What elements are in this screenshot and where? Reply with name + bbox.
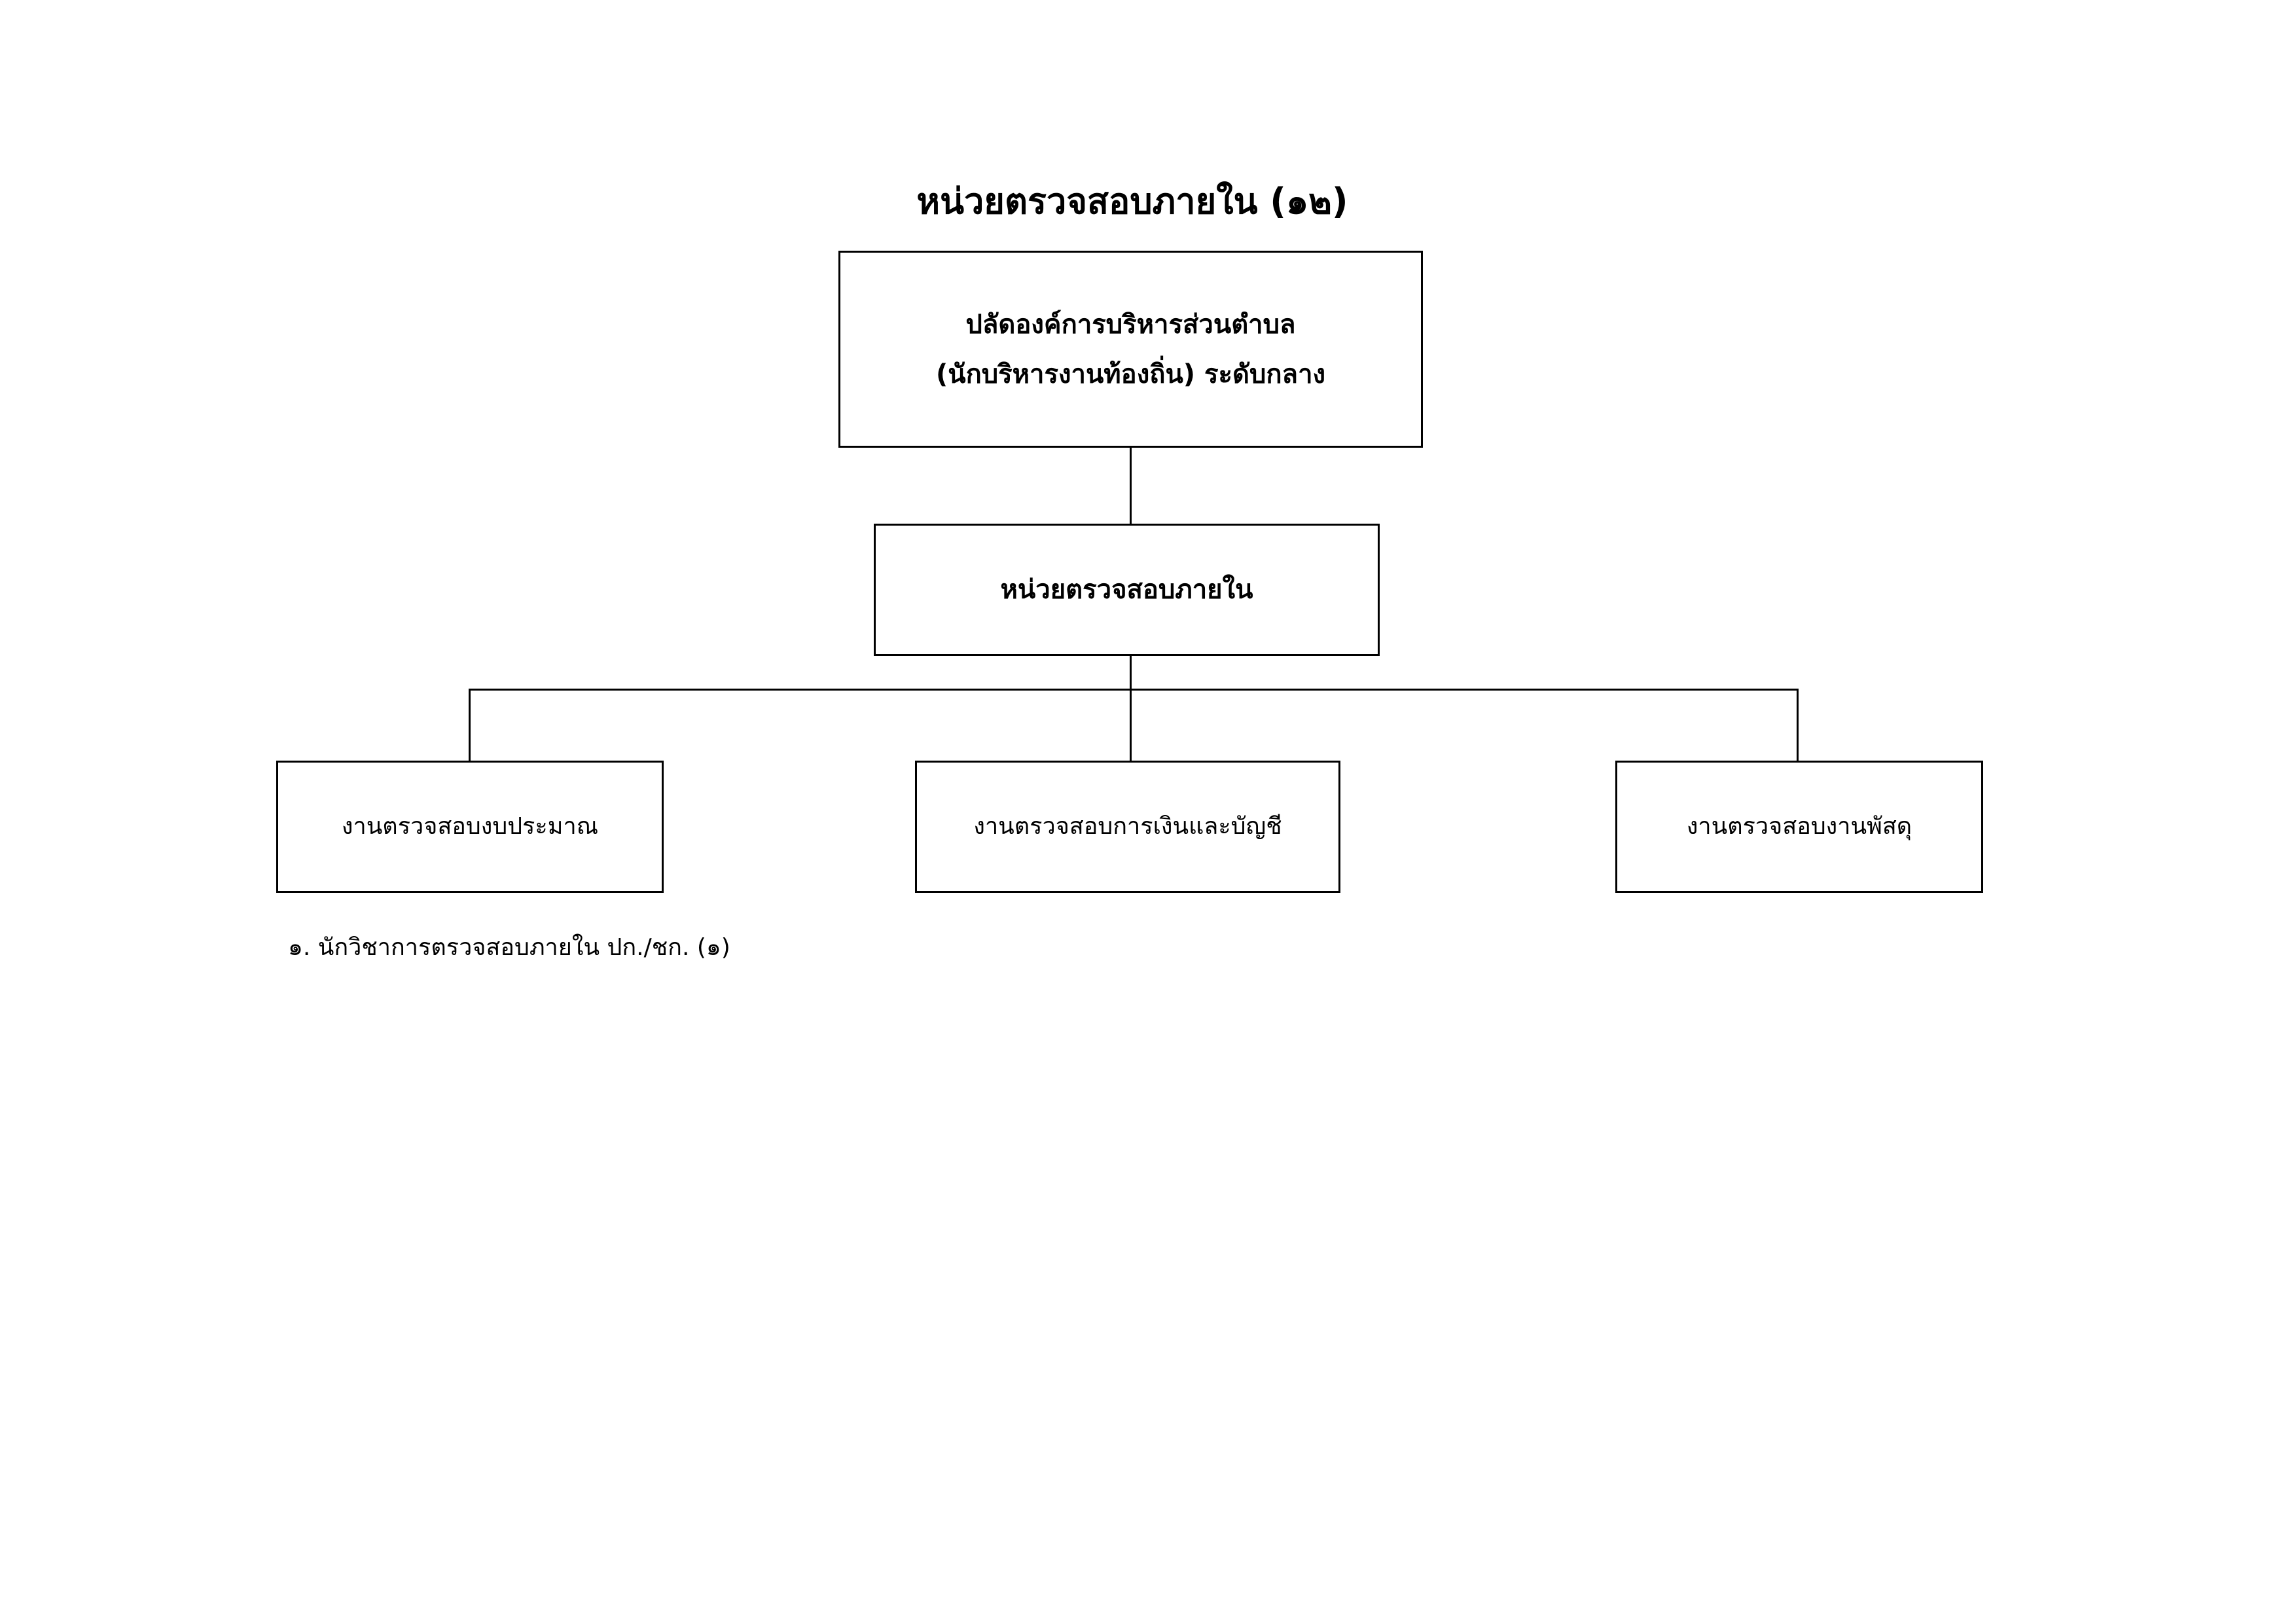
staff-footnote: ๑. นักวิชาการตรวจสอบภายใน ปก./ชก. (๑) — [288, 934, 730, 961]
connector-top-to-middle — [1130, 448, 1132, 524]
finance-accounting-audit-box — [915, 761, 1340, 893]
budget-audit-box — [276, 761, 664, 893]
supplies-audit-box — [1615, 761, 1983, 893]
connector-to-budget-box — [469, 689, 471, 761]
supplies-audit-label: งานตรวจสอบงานพัสดุ — [1686, 813, 1912, 840]
finance-accounting-audit-label: งานตรวจสอบการเงินและบัญชี — [973, 813, 1282, 840]
chief-administrator-level: (นักบริหารงานท้องถิ่น) ระดับกลาง — [935, 359, 1326, 389]
chart-title: หน่วยตรวจสอบภายใน (๑๒) — [916, 181, 1348, 222]
chief-administrator-title: ปลัดองค์การบริหารส่วนตำบล — [965, 309, 1296, 340]
internal-audit-unit-label: หน่วยตรวจสอบภายใน — [1000, 575, 1253, 605]
connector-horizontal-bus — [469, 689, 1799, 691]
chief-administrator-box — [838, 251, 1423, 448]
connector-middle-down — [1130, 656, 1132, 761]
budget-audit-label: งานตรวจสอบงบประมาณ — [341, 813, 599, 840]
internal-audit-unit-box — [874, 524, 1380, 656]
connector-to-supplies-box — [1797, 689, 1799, 761]
